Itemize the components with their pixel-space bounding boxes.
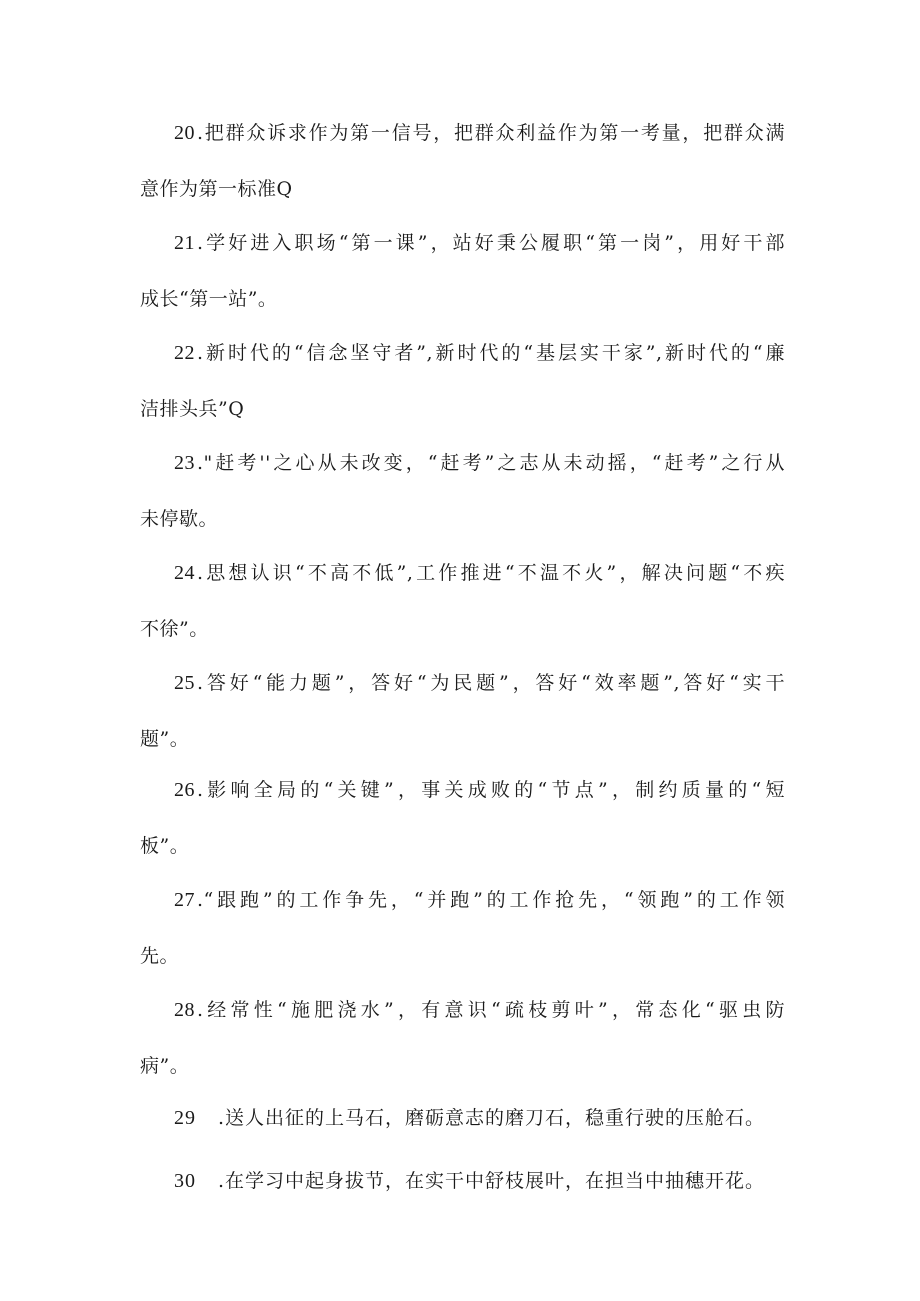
item-text-line1: ."赶考''之心从未改变，“赶考”之志从未动摇，“赶考”之行从 [197, 452, 785, 474]
item-number: 26 [174, 779, 195, 801]
item-text-line2: 病”。 [140, 1055, 190, 1077]
item-number: 23 [174, 452, 195, 474]
list-item [140, 450, 785, 532]
item-text-line1: .学好进入职场“第一课”，站好秉公履职“第一岗”，用好干部 [197, 232, 785, 254]
item-number: 29 [174, 1107, 196, 1129]
item-text-line2: 板”。 [140, 835, 190, 857]
item-text-line1: .“跟跑”的工作争先，“并跑”的工作抢先，“领跑”的工作领 [197, 889, 785, 911]
item-number: 22 [174, 342, 195, 364]
list-item [140, 120, 785, 202]
item-text-line1: .思想认识“不高不低”,工作推进“不温不火”，解决问题“不疾 [197, 562, 785, 584]
list-item [140, 340, 785, 422]
item-number: 30 [174, 1170, 196, 1192]
list-item [140, 887, 785, 969]
list-item [140, 997, 785, 1079]
item-text-line1: .影响全局的“关键”，事关成败的“节点”，制约质量的“短 [197, 779, 785, 801]
item-text-line1: .答好“能力题”，答好“为民题”，答好“效率题”,答好“实干 [197, 672, 785, 694]
item-number: 25 [174, 672, 195, 694]
list-item [140, 670, 785, 752]
item-text-line2: 成长“第一站”。 [140, 288, 278, 310]
list-item [140, 1105, 785, 1131]
item-text-line1: .新时代的“信念坚守者”,新时代的“基层实干家”,新时代的“廉 [197, 342, 785, 364]
item-text-line2: 洁排头兵”Q [140, 398, 245, 420]
item-number: 21 [174, 232, 195, 254]
item-text-line1: .把群众诉求作为第一信号，把群众利益作为第一考量，把群众满 [197, 122, 785, 144]
item-number: 20 [174, 122, 195, 144]
item-number: 28 [174, 999, 195, 1021]
item-text-line2: 意作为第一标准Q [140, 178, 293, 200]
item-text-line2: 题”。 [140, 728, 190, 750]
item-text-line2: 先。 [140, 945, 180, 967]
list-item [140, 777, 785, 859]
item-text-line2: 不徐”。 [140, 618, 209, 640]
item-number: 27 [174, 889, 195, 911]
item-text-line1: .经常性“施肥浇水”，有意识“疏枝剪叶”，常态化“驱虫防 [197, 999, 785, 1021]
list-item [140, 1168, 785, 1194]
list-item [140, 560, 785, 642]
item-text-line2: 未停歇。 [140, 508, 219, 530]
item-number: 24 [174, 562, 195, 584]
item-text-line1: .送人出征的上马石，磨砺意志的磨刀石，稳重行驶的压舱石。 [218, 1107, 766, 1129]
item-text-line1: .在学习中起身拔节，在实干中舒枝展叶，在担当中抽穗开花。 [218, 1170, 766, 1192]
list-item [140, 230, 785, 312]
